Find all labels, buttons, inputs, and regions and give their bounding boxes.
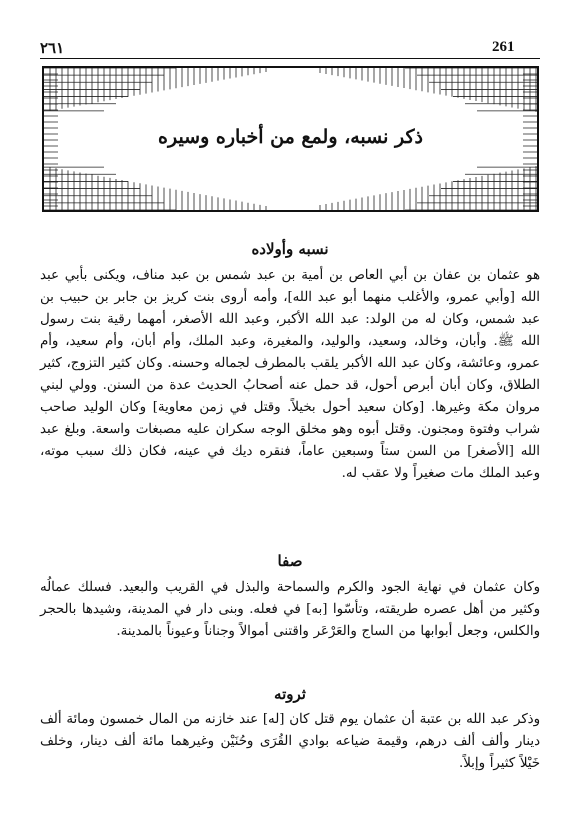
page-number-latin: 261 (492, 39, 515, 55)
chapter-title: ذكر نسبه، ولمع من أخباره وسيره (158, 126, 423, 148)
section-heading-wealth: ثروته (274, 685, 306, 703)
chapter-title-frame (42, 66, 539, 212)
section-heading-traits: صفا (277, 552, 303, 570)
section-body-traits: وكان عثمان في نهاية الجود والكرم والسماحة والبذل في القريب والبعيد. فسلك عمالُه وكثير من أهل عصره طريقته، وتأسّوا [به] في فعله. وبنى دار في المدينة، وشيدها بالحجر والكلس، وجعل أبوابها من الساج والعَرْعَر واقتنى أموالاً وجناناً وعيوناً بالمدينة. (40, 580, 540, 639)
header-rule (40, 58, 540, 59)
section-heading-lineage: نسبه وأولاده (251, 240, 329, 258)
page-number-arabic: ٢٦١ (40, 41, 65, 57)
section-body-lineage: هو عثمان بن عفان بن أبي العاص بن أمية بن عبد شمس بن عبد مناف، ويكنى بأبي عبد الله [وأبي عمرو، والأغلب منهما أبو عبد الله]، وأمه أروى بنت كريز بن جابر بن حبيب بن عبد شمس، وكان له من الولد: عبد الله الأكبر، وعبد الله الأصغر، أمهما رقية بنت رسول الله ﷺ. وأبان، وخالد، وسعيد، والوليد، والمغيرة، وعبد الملك، وأم أبان، وأم سعيد، وأم عمرو، وعائشة، وكان عبد الله الأكبر يلقب بالمطرف لجماله وحسنه. وكان كثير التزوج، كثير الطلاق، وكان أبان أبرص أحول، قد حمل عنه أصحابُ الحديث عدة من السنن. وولي لبني مروان مكة وغيرها. [وكان سعيد أحول بخيلاً. وقتل في زمن معاوية] وكان الوليد صاحب شراب وفتوة ومجنون. وقتل أبوه وهو مخلق الوجه سكران عليه مصبغات واسعة. وبلغ عبد الله [الأصغر] من السن ستاً وسبعين عاماً، فنقره ديك في عينه، فكان ذلك سبب موته، وعبد الملك مات صغيراً ولا عقب له. (40, 268, 540, 481)
section-body-wealth: وذكر عبد الله بن عتبة أن عثمان يوم قتل كان [له] عند خازنه من المال خمسون ومائة ألف دينار وألف ألف درهم، وقيمة ضياعه بوادي القُرَى وحُنَيْن وغيرهما مائة ألف دينار، وخلف خَيْلاً كثيراً وإبلاً. (40, 712, 540, 771)
